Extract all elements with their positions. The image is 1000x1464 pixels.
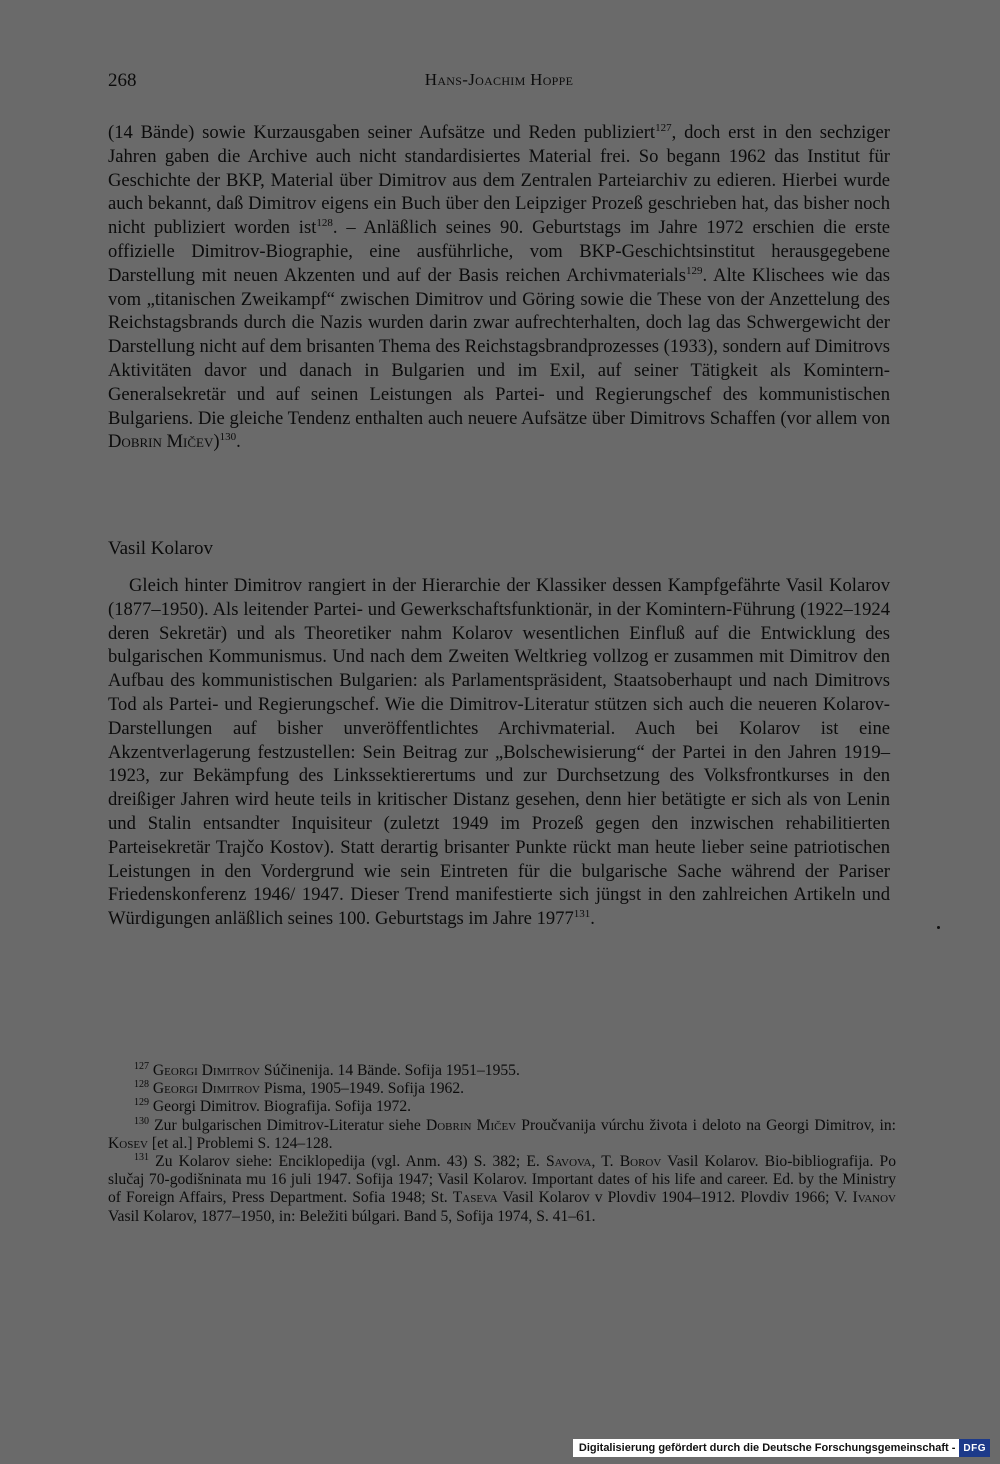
section-heading: Vasil Kolarov: [108, 538, 214, 559]
page-header: [108, 70, 890, 96]
body-paragraph-1: (14 Bände) sowie Kurzausgaben seiner Aufsätze und Reden publiziert$^{127}$, doch erst in den sechziger Jahren gaben die Archive auch nicht standardisiertes Material frei. So begann 1962 das Institut für Geschichte der BKP, Material über Dimitrov aus dem Zentralen Parteiarchiv zu edieren. Hierbei wurde auch bekannt, daß Dimitrov eigens ein Buch über den Leipziger Prozeß geschrieben hat, das bisher noch nicht publiziert worden ist$^{128}$. – Anläßlich seines 90. Geburtstags im Jahre 1972 erschien die erste offizielle Dimitrov-Biographie, eine ausführliche, vom BKP-Geschichtsinstitut herausgegebene Darstellung mit neuen Akzenten und auf der Basis reichen Archivmaterials$^{129}$. Alte Klischees wie das vom „titanischen Zweikampf“ zwischen Dimitrov und Göring sowie die These von der Anzettelung des Reichstagsbrands durch die Nazis wurden darin zwar aufrechterhalten, doch lag das Schwergewicht der Darstellung nicht auf dem brisanten Thema des Reichstagsbrandprozesses (1933), sondern auf Dimitrovs Aktivitäten davor und danach in Bulgarien und im Exil, auf seiner Tätigkeit als Komintern-Generalsekretär und auf seinen Leistungen als Partei- und Regierungschef des kommunistischen Bulgariens. Die gleiche Tendenz enthalten auch neuere Aufsätze über Dimitrovs Schaffen (vor allem von Dobrin Mičev)$^{130}$.: [108, 122, 890, 453]
dfg-logo-icon[interactable]: DFG: [959, 1439, 990, 1457]
footnote-ref-130[interactable]: 130: [219, 431, 237, 444]
page-number: 268: [108, 70, 137, 91]
footnote-ref-131[interactable]: 131: [573, 908, 591, 921]
footnote-ref-128[interactable]: 128: [316, 217, 333, 230]
running-head: Hans-Joachim Hoppe: [424, 70, 574, 89]
footnote-129: $^{129}$ Georgi Dimitrov. Biografija. Sofija 1972.: [134, 1097, 412, 1116]
body-paragraph-2: Gleich hinter Dimitrov rangiert in der Hierarchie der Klassiker dessen Kampfgefährte Vasil Kolarov (1877–1950). Als leitender Partei- und Gewerkschaftsfunktionär, in der Komintern-Führung (1922–1924 deren Sekretär) und als Theoretiker nahm Kolarov wesentlichen Einfluß auf die Entwicklung des bulgarischen Kommunismus. Und nach dem Zweiten Weltkrieg vollzog er zusammen mit Dimitrov den Aufbau des kommunistischen Bulgarien: als Parlamentspräsident, Staatsoberhaupt und nach Dimitrovs Tod als Partei- und Regierungschef. Wie die Dimitrov-Literatur stützen sich auch die neueren Kolarov-Darstellungen auf bisher unveröffentlichtes Archivmaterial. Auch bei Kolarov ist eine Akzentverlagerung festzustellen: Sein Beitrag zur „Bolschewisierung“ der Partei in den Jahren 1919–1923, zur Bekämpfung des Linkssektierertums und zur Durchsetzung des Volksfrontkurses in den dreißiger Jahren wird heute teils in kritischer Distanz gesehen, denn hier betätigte er sich als von Lenin und Stalin entsandter Inquisiteur (zuletzt 1949 im Prozeß gegen den inzwischen rehabilitierten Parteisekretär Trajčo Kostov). Statt derartig brisanter Punkte rückt man heute lieber seine patriotischen Leistungen in den Vordergrund wie sein Eintreten für die bulgarische Sache während der Pariser Friedenskonferenz 1946/ 1947. Dieser Trend manifestierte sich jüngst in den zahlreichen Artikeln und Würdigungen anläßlich seines 100. Geburtstags im Jahre 1977$^{131}$.: [108, 575, 890, 930]
funding-footer: [573, 1439, 990, 1457]
footnote-131: $^{131}$ Zu Kolarov siehe: Enciklopedija (vgl. Anm. 43) S. 382; E. Savova, T. Borov Vasil Kolarov. Bio-bibliografija. Po slučaj 70-godišninata mu 16 juli 1947. Sofija 1947; Vasil Kolarov. Important dates of his life and career. Ed. by the Ministry of Foreign Affairs, Press Department. Sofia 1948; St. Taseva Vasil Kolarov v Plovdiv 1904–1912. Plovdiv 1966; V. Ivanov Vasil Kolarov, 1877–1950, in: Beležiti búlgari. Band 5, Sofija 1974, S. 41–61.: [108, 1152, 897, 1225]
footnote-128: $^{128}$ Georgi Dimitrov Pisma, 1905–1949. Sofija 1962.: [134, 1079, 465, 1098]
footnote-ref-127[interactable]: 127: [655, 122, 672, 134]
footnotes: [108, 1062, 896, 1226]
scan-artifact-dot: [937, 926, 940, 929]
footnote-127: $^{127}$ Georgi Dimitrov Súčinenija. 14 Bände. Sofija 1951–1955.: [134, 1061, 520, 1079]
funding-note: Digitalisierung gefördert durch die Deutsche Forschungsgemeinschaft -: [578, 1442, 956, 1454]
author-name: Dobrin Mičev: [108, 431, 214, 453]
footnote-130: $^{130}$ Zur bulgarischen Dimitrov-Literatur siehe Dobrin Mičev Proučvanija vúrchu života i deloto na Georgi Dimitrov, in: Kosev [et al.] Problemi S. 124–128.: [108, 1115, 896, 1152]
footnote-ref-129[interactable]: 129: [686, 264, 703, 277]
